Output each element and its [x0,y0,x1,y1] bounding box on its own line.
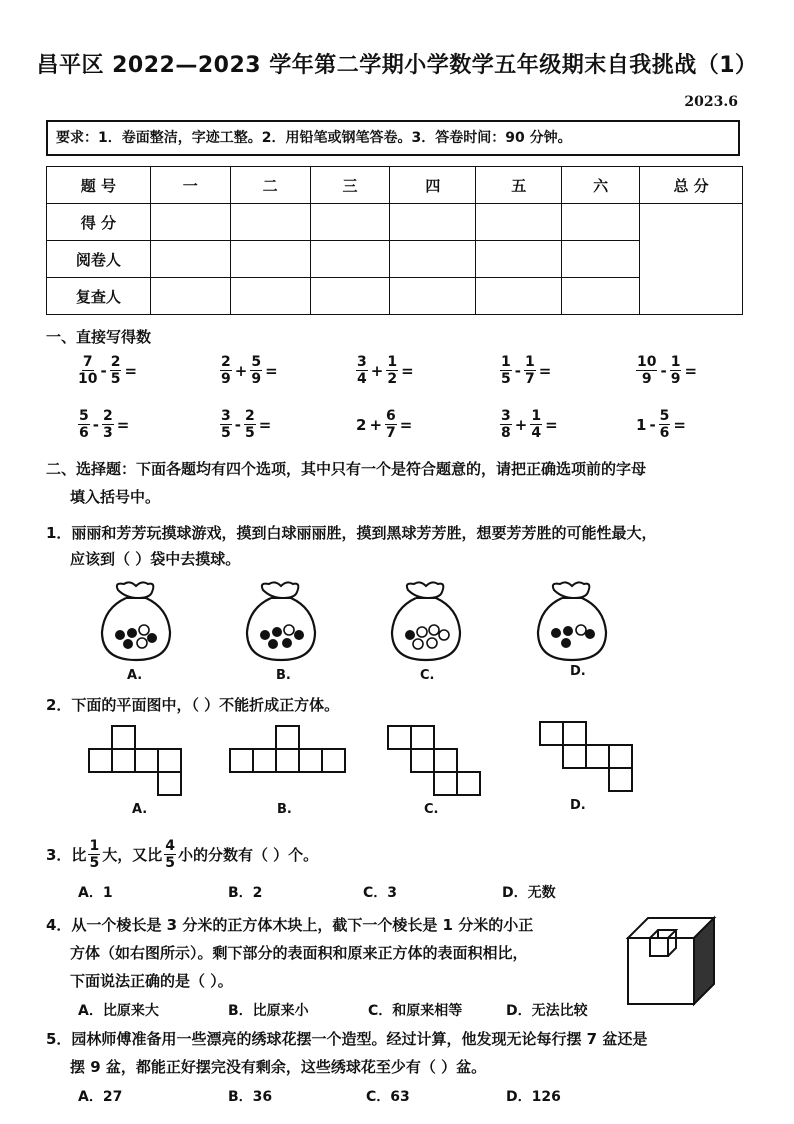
numerator: 2 [102,408,113,424]
denominator: 5 [221,425,231,441]
fraction [500,354,512,387]
numerator: 2 [110,354,121,370]
denominator: 10 [78,371,98,387]
grader-row [47,241,743,278]
score-cell[interactable] [310,241,390,278]
score-cell[interactable] [150,241,230,278]
q1-label-d: D. [570,664,586,679]
q3-text-c: 小的分数有（ ）个。 [177,845,319,864]
q5-text-line1: 5．园林师傅准备用一些漂亮的绣球花摆一个造型。经过计算，他发现无论每行摆 7 盆还是 [46,1030,648,1048]
q2-label-d: D. [570,798,586,813]
numerator: 6 [386,408,396,424]
score-cell[interactable] [310,278,390,315]
q2-label-a: A. [132,802,148,817]
numerator: 1 [531,408,542,424]
q3-text [46,838,318,871]
q1-label-b: B. [276,668,291,683]
exam-date: 2023.6 [684,94,738,110]
fraction [220,408,232,441]
cube-cutout-icon [622,912,722,1008]
equals-sign: = [124,361,138,380]
numerator: 7 [82,354,93,370]
q3-option-b[interactable]: B．2 [228,885,263,901]
equals-sign: = [401,361,414,380]
bag-d-icon [538,582,606,660]
fraction [78,354,97,387]
score-cell[interactable] [476,278,562,315]
equals-sign: = [399,415,413,434]
q4-option-a[interactable]: A．比原来大 [78,1003,159,1019]
numerator: 3 [221,408,231,424]
numerator: 2 [221,354,231,370]
denominator: 9 [641,371,652,387]
fraction [244,408,256,441]
total-score-cell[interactable] [640,204,743,315]
score-cell[interactable] [390,204,476,241]
q2-nets-figure [80,720,660,800]
equals-sign: = [116,415,130,434]
denominator: 2 [387,371,398,387]
section1-title: 一、直接写得数 [46,328,152,346]
bag-a-icon [102,582,170,660]
net-b-icon [230,726,345,772]
operator: + [369,415,383,434]
equals-sign: = [545,415,558,434]
denominator: 3 [102,425,113,441]
fraction [386,354,398,387]
score-cell[interactable] [230,204,310,241]
q1-text-line1: 1．丽丽和芳芳玩摸球游戏，摸到白球丽丽胜，摸到黑球芳芳胜，想要芳芳胜的可能性最大， [46,524,657,542]
equals-sign: = [673,415,686,434]
score-row [47,204,743,241]
q4-option-b[interactable]: B．比原来小 [228,1003,309,1019]
score-table-header-row [47,167,743,204]
operator: - [660,361,667,380]
denominator: 5 [89,855,100,871]
q1-bags-figure [90,580,730,680]
expression-1 [78,354,137,387]
checker-row [47,278,743,315]
fraction [670,354,682,387]
denominator: 7 [386,425,396,441]
q2-text: 2．下面的平面图中，（ ）不能折成正方体。 [46,696,340,714]
expression-3 [356,354,414,387]
q5-text-line2: 摆 9 盆，都能正好摆完没有剩余，这些绣球花至少有（ ）盆。 [70,1058,487,1076]
denominator: 5 [244,425,255,441]
net-d-icon [540,722,632,791]
numerator: 1 [501,354,511,370]
header-cell: 一 [150,167,230,204]
expression-5 [636,354,697,387]
row-label: 阅卷人 [47,241,151,278]
numerator: 2 [244,408,255,424]
row-label: 得 分 [47,204,151,241]
expression-2 [220,354,278,387]
score-cell[interactable] [230,278,310,315]
operator: - [514,361,521,380]
numerator: 5 [79,408,89,424]
operator: + [234,361,248,380]
numerator: 3 [357,354,367,370]
section2-title-line1: 二、选择题：下面各题均有四个选项，其中只有一个是符合题意的，请把正确选项前的字母 [46,460,647,478]
denominator: 9 [221,371,231,387]
score-cell[interactable] [310,204,390,241]
numerator: 1 [670,354,681,370]
operator: - [100,361,107,380]
score-cell[interactable] [562,204,640,241]
denominator: 9 [670,371,681,387]
expression-7 [220,408,271,441]
q5-option-b[interactable]: B．36 [228,1089,273,1105]
operator: - [649,415,656,434]
section2-title-line2: 填入括号中。 [70,488,161,506]
header-cell: 四 [390,167,476,204]
score-cell[interactable] [150,204,230,241]
header-cell: 六 [562,167,640,204]
header-cell: 题 号 [47,167,151,204]
fraction [659,408,671,441]
numerator: 1 [89,838,100,854]
denominator: 5 [110,371,121,387]
numerator: 1 [387,354,398,370]
operator: - [92,415,99,434]
fraction [220,354,232,387]
score-cell[interactable] [390,241,476,278]
q4-text-line1: 4．从一个棱长是 3 分米的正方体木块上，截下一个棱长是 1 分米的小正 [46,916,534,934]
q3-text-b: 大，又比 [102,845,163,864]
fraction [530,408,542,441]
q5-option-c[interactable]: C．63 [366,1089,410,1105]
q4-option-c[interactable]: C．和原来相等 [368,1003,463,1019]
numerator: 1 [524,354,535,370]
fraction [500,408,512,441]
score-cell[interactable] [562,241,640,278]
fraction [110,354,122,387]
net-a-icon [89,726,181,795]
requirements-box: 要求：1．卷面整洁，字迹工整。2．用铅笔或钢笔答卷。3．答卷时间：90 分钟。 [46,120,740,156]
numerator: 5 [659,408,670,424]
expression-10 [636,408,686,441]
bag-b-icon [247,582,315,660]
operator: - [234,415,241,434]
denominator: 9 [251,371,262,387]
q3-fraction-1 [88,838,100,871]
score-cell[interactable] [390,278,476,315]
expression-6 [78,408,129,441]
denominator: 8 [501,425,511,441]
q3-text-a: 3．比 [46,845,87,864]
denominator: 7 [524,371,535,387]
page-title: 昌平区 2022—2023 学年第二学期小学数学五年级期末自我挑战（1） [36,53,758,78]
net-c-icon [388,726,480,795]
fraction [250,354,262,387]
fraction [636,354,657,387]
denominator: 4 [357,371,367,387]
operator: + [514,415,528,434]
equals-sign: = [258,415,272,434]
numerator: 5 [251,354,262,370]
equals-sign: = [684,361,698,380]
q5-option-a[interactable]: A．27 [78,1089,123,1105]
denominator: 4 [531,425,542,441]
q5-option-d[interactable]: D．126 [506,1089,561,1105]
score-cell[interactable] [476,241,562,278]
equals-sign: = [265,361,278,380]
expression-4 [500,354,551,387]
denominator: 5 [501,371,511,387]
equals-sign: = [538,361,552,380]
numerator: 3 [501,408,511,424]
q3-fraction-2 [164,838,176,871]
score-table [46,166,743,315]
q2-label-c: C. [424,802,439,817]
row-label: 复查人 [47,278,151,315]
score-cell[interactable] [230,241,310,278]
header-cell: 五 [476,167,562,204]
q3-option-a[interactable]: A．1 [78,885,113,901]
q1-label-c: C. [420,668,435,683]
q3-option-c[interactable]: C．3 [363,885,398,901]
score-cell[interactable] [562,278,640,315]
expression-9 [500,408,558,441]
fraction [78,408,90,441]
header-cell: 三 [310,167,390,204]
fraction [385,408,397,441]
q3-option-d[interactable]: D．无数 [502,885,556,901]
q1-text-line2: 应该到（ ）袋中去摸球。 [70,550,241,568]
numerator: 4 [165,838,175,854]
score-cell[interactable] [476,204,562,241]
numerator: 10 [637,354,657,370]
number: 1 [636,415,647,434]
fraction [102,408,114,441]
q4-text-line2: 方体（如右图所示）。剩下部分的表面积和原来正方体的表面积相比， [70,944,528,962]
score-cell[interactable] [150,278,230,315]
denominator: 6 [79,425,89,441]
operator: + [370,361,384,380]
expression-8 [356,408,412,441]
q1-label-a: A. [127,668,143,683]
fraction [356,354,368,387]
bag-c-icon [392,582,460,660]
denominator: 5 [165,855,175,871]
denominator: 6 [659,425,670,441]
q4-option-d[interactable]: D．无法比较 [506,1003,588,1019]
fraction [524,354,536,387]
number: 2 [356,415,367,434]
header-cell: 总 分 [640,167,743,204]
q4-text-line3: 下面说法正确的是（ ）。 [70,972,233,990]
q2-label-b: B. [277,802,292,817]
header-cell: 二 [230,167,310,204]
